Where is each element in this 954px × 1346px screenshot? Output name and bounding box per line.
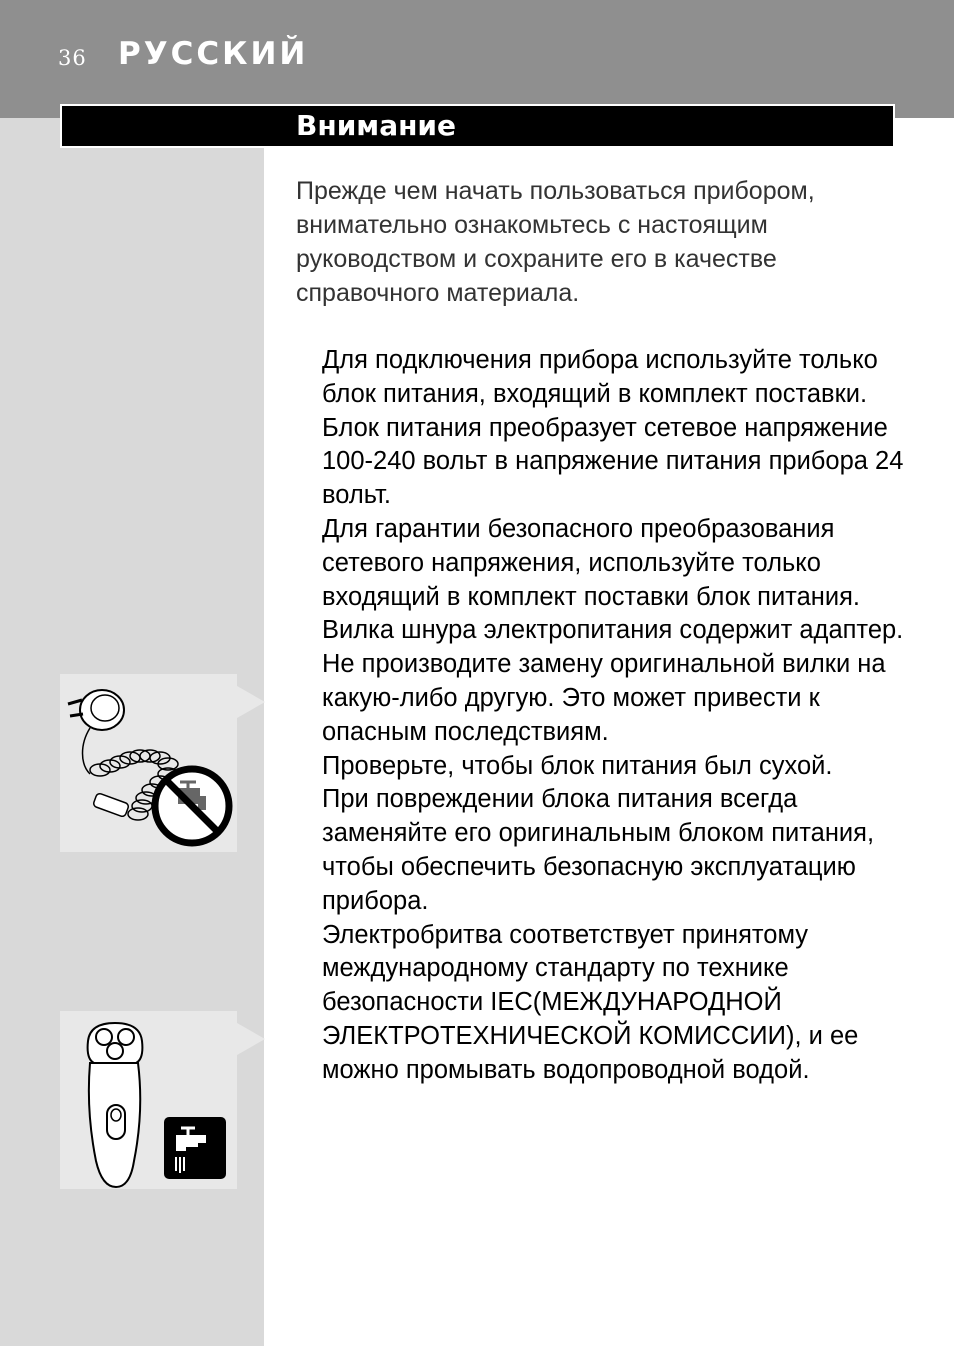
intro-paragraph: Прежде чем начать пользоваться прибором, внимательно ознакомьтесь с настоящим руководством и сохраните его в качестве справочного материала.	[296, 177, 815, 307]
adapter-no-water-icon	[60, 674, 237, 852]
warning-item: Электробритва соответствует принятому международному стандарту по технике безопасности IEC(МЕЖДУНАРОДНОЙ ЭЛЕКТРОТЕХНИЧЕСКОЙ КОМИССИИ), и ее можно промывать водопроводной водой.	[322, 920, 859, 1084]
language-heading: РУССКИЙ	[118, 36, 309, 72]
page-number: 36	[58, 46, 87, 70]
warning-item: Блок питания преобразует сетевое напряжение 100-240 вольт в напряжение питания прибора 24 вольт.	[322, 413, 904, 510]
figure-pointer	[237, 686, 265, 718]
warning-item: Для гарантии безопасного преобразования сетевого напряжения, используйте только входящий в комплект поставки блок питания.	[322, 514, 860, 611]
warning-item: Вилка шнура электропитания содержит адаптер. Не производите замену оригинальной вилки на какую-либо другую. Это может привести к опасным последствиям.	[322, 616, 904, 746]
warning-list	[322, 344, 912, 1088]
section-bar	[60, 104, 895, 148]
adapter-figure	[60, 674, 237, 852]
warning-item: Проверьте, чтобы блок питания был сухой.	[322, 751, 833, 780]
shaver-figure	[60, 1011, 237, 1189]
figure-pointer	[237, 1023, 265, 1055]
shaver-washable-icon	[60, 1011, 237, 1189]
warning-item: Для подключения прибора используйте только блок питания, входящий в комплект поставки.	[322, 346, 878, 408]
warning-item: При повреждении блока питания всегда заменяйте его оригинальным блоком питания, чтобы обеспечить безопасную эксплуатацию прибора.	[322, 785, 875, 915]
section-title: Внимание	[296, 109, 457, 142]
